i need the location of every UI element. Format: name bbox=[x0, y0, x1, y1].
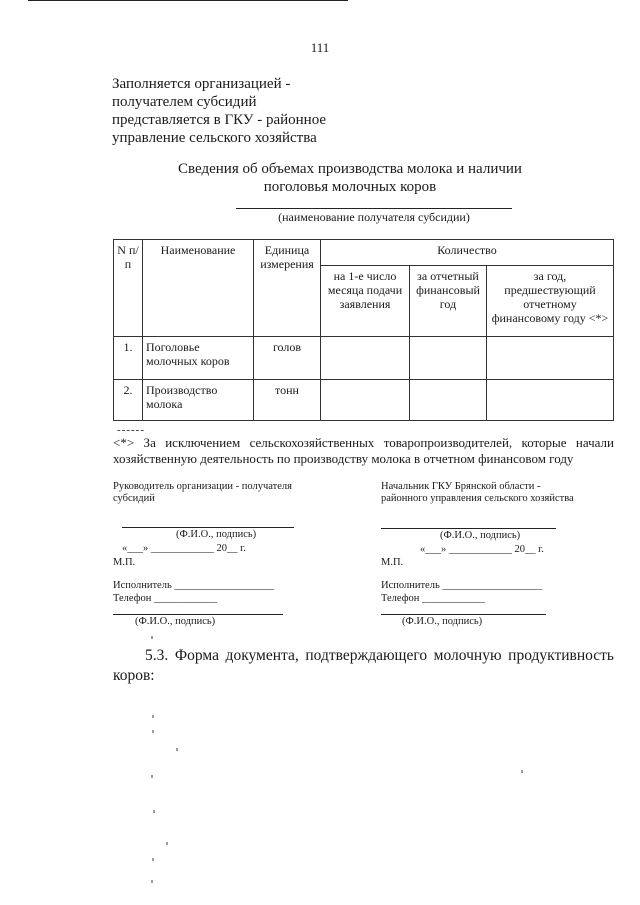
right-signature-date: «___» ____________ 20__ г. bbox=[420, 544, 544, 555]
left-executor-line[interactable] bbox=[113, 614, 283, 615]
left-signature-executor: Исполнитель ___________________ bbox=[113, 580, 275, 591]
scan-speck bbox=[152, 730, 154, 733]
row-name: Поголовье молочных коров bbox=[143, 337, 254, 380]
left-signature-fio2: (Ф.И.О., подпись) bbox=[135, 616, 216, 627]
header-num: N п/п bbox=[114, 240, 143, 337]
right-signature-mp: М.П. bbox=[381, 557, 404, 568]
row-num: 1. bbox=[114, 337, 143, 380]
footnote-separator: ------ bbox=[117, 424, 145, 436]
right-signature-executor: Исполнитель ___________________ bbox=[381, 580, 543, 591]
right-signature-fio2: (Ф.И.О., подпись) bbox=[402, 616, 483, 627]
row-unit: голов bbox=[254, 337, 321, 380]
right-signature-line[interactable] bbox=[381, 528, 556, 529]
table-row bbox=[114, 337, 614, 380]
header-sub-previous-year: за год, предшествующий отчетному финансовому году <*> bbox=[487, 266, 614, 337]
cell-reporting-year[interactable] bbox=[410, 337, 487, 380]
right-executor-line[interactable] bbox=[381, 614, 546, 615]
header-quantity: Количество bbox=[321, 240, 614, 266]
cell-current-month[interactable] bbox=[321, 337, 410, 380]
left-signature-date: «___» ____________ 20__ г. bbox=[122, 543, 246, 554]
document-title: Сведения об объемах производства молока и наличии поголовья молочных коров bbox=[178, 161, 522, 195]
recipient-name-line[interactable] bbox=[236, 208, 512, 209]
cell-previous-year[interactable] bbox=[487, 380, 614, 421]
top-rule bbox=[28, 0, 348, 1]
row-unit: тонн bbox=[254, 380, 321, 421]
scan-speck bbox=[152, 715, 154, 718]
left-signature-fio: (Ф.И.О., подпись) bbox=[176, 529, 257, 540]
production-table bbox=[113, 239, 614, 421]
scan-speck bbox=[151, 636, 153, 639]
scan-speck bbox=[153, 810, 155, 813]
scan-speck bbox=[521, 770, 523, 773]
scan-speck bbox=[151, 880, 153, 883]
left-signature-line[interactable] bbox=[122, 527, 294, 528]
cell-current-month[interactable] bbox=[321, 380, 410, 421]
left-signature-phone: Телефон ____________ bbox=[113, 593, 218, 604]
footnote: <*> За исключением сельскохозяйственных товаропроизводителей, которые начали хозяйственную деятельность по производству молока в отчетном финансовом году bbox=[113, 435, 614, 466]
right-signature-fio: (Ф.И.О., подпись) bbox=[440, 530, 521, 541]
page-number: 111 bbox=[310, 40, 330, 55]
header-note: Заполняется организацией - получателем субсидий представляется в ГКУ - районное управление сельского хозяйства bbox=[112, 76, 327, 146]
scan-speck bbox=[152, 858, 154, 861]
left-signature-title: Руководитель организации - получателя субсидий bbox=[113, 481, 292, 504]
scan-speck bbox=[166, 842, 168, 845]
section-5-3-heading: 5.3. Форма документа, подтверждающего молочную продуктивность коров: bbox=[113, 647, 614, 684]
scan-speck bbox=[151, 775, 153, 778]
header-name: Наименование bbox=[143, 240, 254, 337]
header-sub-current-month: на 1-е число месяца подачи заявления bbox=[321, 266, 410, 337]
table-row bbox=[114, 380, 614, 421]
row-num: 2. bbox=[114, 380, 143, 421]
recipient-caption: (наименование получателя субсидии) bbox=[278, 210, 470, 224]
header-unit: Единица измерения bbox=[254, 240, 321, 337]
cell-reporting-year[interactable] bbox=[410, 380, 487, 421]
right-signature-phone: Телефон ____________ bbox=[381, 593, 486, 604]
row-name: Производство молока bbox=[143, 380, 254, 421]
table-header-row bbox=[114, 240, 614, 266]
header-sub-reporting-year: за отчетный финансовый год bbox=[410, 266, 487, 337]
left-signature-mp: М.П. bbox=[113, 557, 136, 568]
cell-previous-year[interactable] bbox=[487, 337, 614, 380]
right-signature-title: Начальник ГКУ Брянской области - районного управления сельского хозяйства bbox=[381, 481, 574, 504]
scan-speck bbox=[176, 748, 178, 751]
